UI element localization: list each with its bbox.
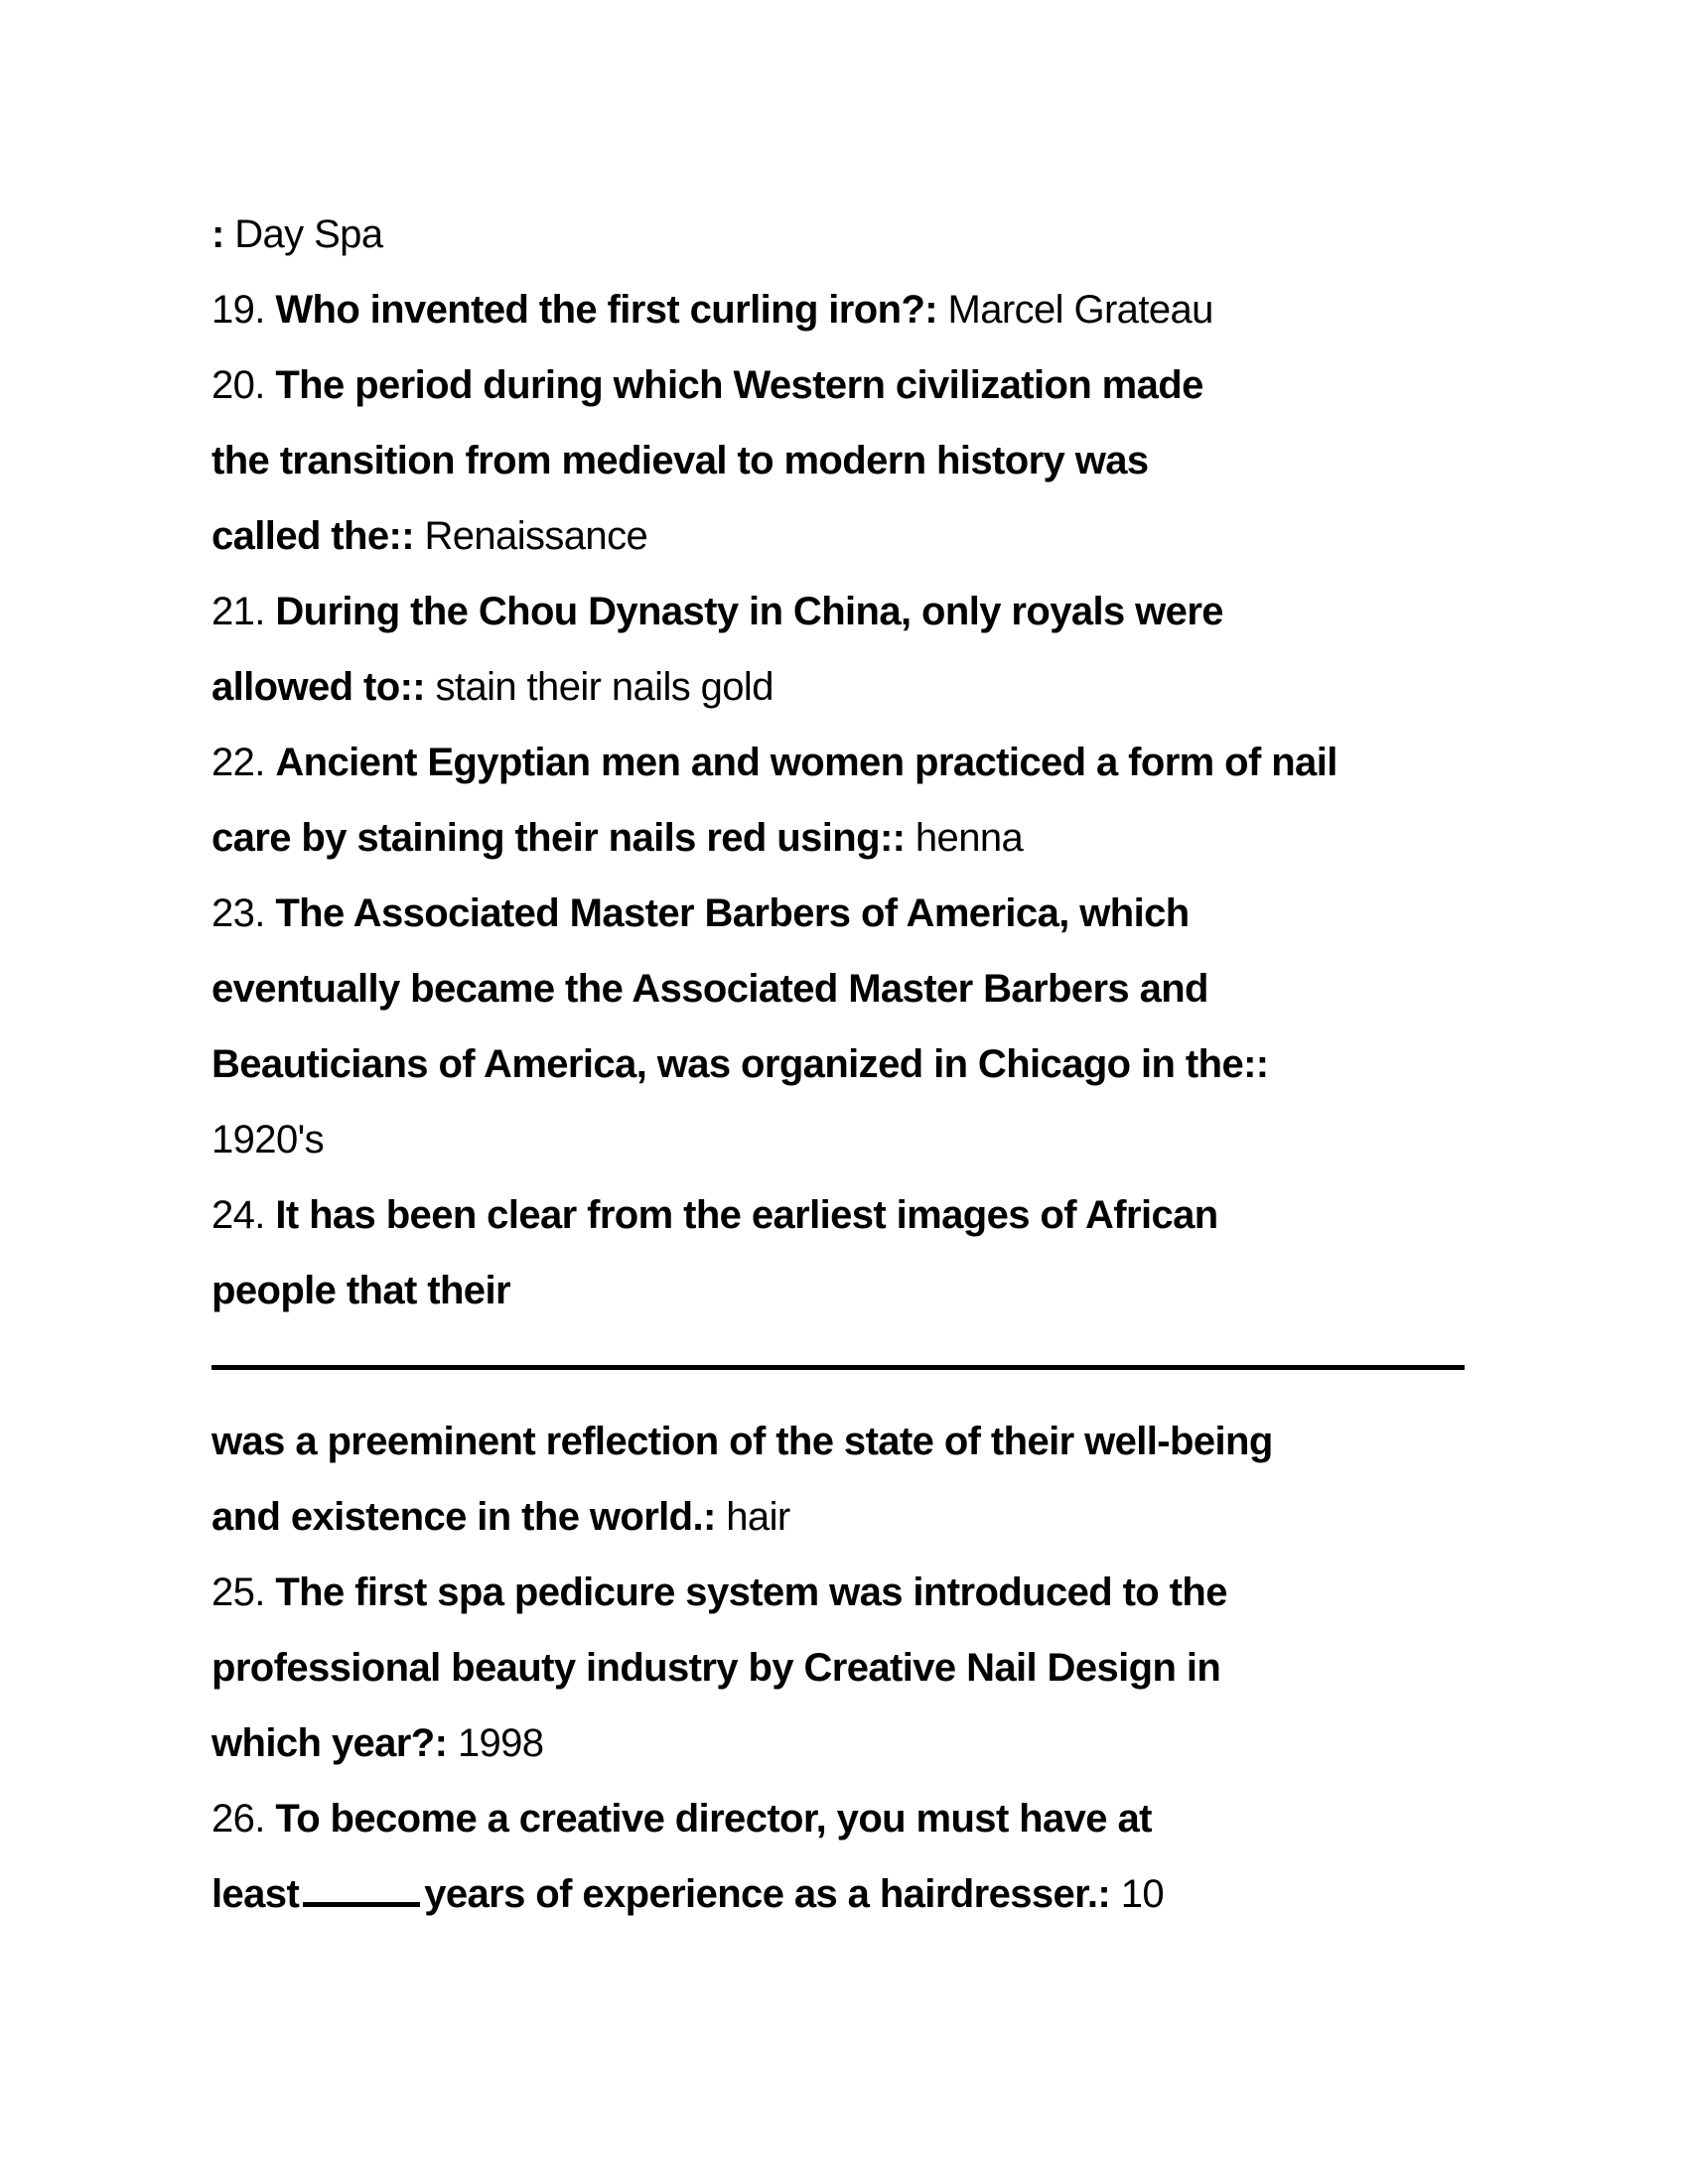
question: years of experience as a hairdresser.: bbox=[424, 1872, 1111, 1916]
answer: Day Spa bbox=[234, 212, 383, 256]
item-26-line-1 bbox=[211, 1781, 1482, 1856]
question: which year?: bbox=[211, 1721, 448, 1765]
inline-blank bbox=[303, 1872, 420, 1907]
item-number: 22. bbox=[211, 741, 265, 784]
question: To become a creative director, you must have at bbox=[275, 1797, 1152, 1841]
item-18-answer-line bbox=[211, 197, 1482, 272]
question: was a preeminent reflection of the state of their well-being bbox=[211, 1420, 1273, 1463]
item-25-line-2 bbox=[211, 1630, 1482, 1706]
question: Who invented the first curling iron?: bbox=[275, 288, 937, 332]
question: It has been clear from the earliest images of African bbox=[275, 1193, 1218, 1237]
item-21-line-1 bbox=[211, 574, 1482, 649]
item-24-line-3 bbox=[211, 1404, 1482, 1479]
item-22-line-2 bbox=[211, 800, 1482, 876]
item-26-line-2 bbox=[211, 1856, 1482, 1932]
item-23-line-3 bbox=[211, 1026, 1482, 1102]
item-19 bbox=[211, 272, 1482, 347]
item-number: 23. bbox=[211, 891, 265, 935]
item-number: 19. bbox=[211, 288, 265, 332]
flashcard-document bbox=[211, 197, 1482, 1932]
question: During the Chou Dynasty in China, only royals were bbox=[275, 590, 1223, 633]
item-21-line-2 bbox=[211, 649, 1482, 725]
question: eventually became the Associated Master Barbers and bbox=[211, 967, 1208, 1011]
item-22-line-1 bbox=[211, 725, 1482, 800]
item-20-line-2 bbox=[211, 423, 1482, 498]
question: Beauticians of America, was organized in Chicago in the:: bbox=[211, 1042, 1269, 1086]
item-23-answer-line bbox=[211, 1102, 1482, 1177]
question: the transition from medieval to modern history was bbox=[211, 439, 1149, 482]
item-23-line-2 bbox=[211, 951, 1482, 1026]
item-24-line-1 bbox=[211, 1177, 1482, 1253]
question: care by staining their nails red using:: bbox=[211, 816, 906, 860]
item-number: 24. bbox=[211, 1193, 265, 1237]
item-number: 25. bbox=[211, 1570, 265, 1614]
blank-line bbox=[211, 1365, 1465, 1370]
question: The first spa pedicure system was introduced to the bbox=[275, 1570, 1227, 1614]
item-number: 20. bbox=[211, 363, 265, 407]
answer: Renaissance bbox=[424, 514, 648, 558]
item-25-line-1 bbox=[211, 1555, 1482, 1630]
item-23-line-1 bbox=[211, 876, 1482, 951]
item-24-line-2 bbox=[211, 1253, 1482, 1328]
answer: hair bbox=[726, 1495, 790, 1539]
question: Ancient Egyptian men and women practiced a form of nail bbox=[275, 741, 1337, 784]
answer: henna bbox=[914, 816, 1024, 860]
question: called the:: bbox=[211, 514, 414, 558]
item-20-line-1 bbox=[211, 347, 1482, 423]
question: and existence in the world.: bbox=[211, 1495, 716, 1539]
answer: 10 bbox=[1120, 1872, 1164, 1916]
question: The period during which Western civilization made bbox=[275, 363, 1203, 407]
item-20-line-3 bbox=[211, 498, 1482, 574]
item-number: 21. bbox=[211, 590, 265, 633]
answer-prefix: : bbox=[211, 212, 224, 256]
fill-in-blank-rule bbox=[211, 1328, 1482, 1404]
item-24-line-4 bbox=[211, 1479, 1482, 1555]
answer: 1998 bbox=[457, 1721, 544, 1765]
question: The Associated Master Barbers of America, which bbox=[275, 891, 1190, 935]
question: allowed to:: bbox=[211, 665, 426, 709]
item-number: 26. bbox=[211, 1797, 265, 1841]
question: least bbox=[211, 1872, 300, 1916]
answer: stain their nails gold bbox=[435, 665, 774, 709]
item-25-line-3 bbox=[211, 1706, 1482, 1781]
question: people that their bbox=[211, 1269, 510, 1312]
answer: Marcel Grateau bbox=[947, 288, 1213, 332]
question: professional beauty industry by Creative Nail Design in bbox=[211, 1646, 1221, 1690]
answer: 1920's bbox=[211, 1118, 325, 1161]
